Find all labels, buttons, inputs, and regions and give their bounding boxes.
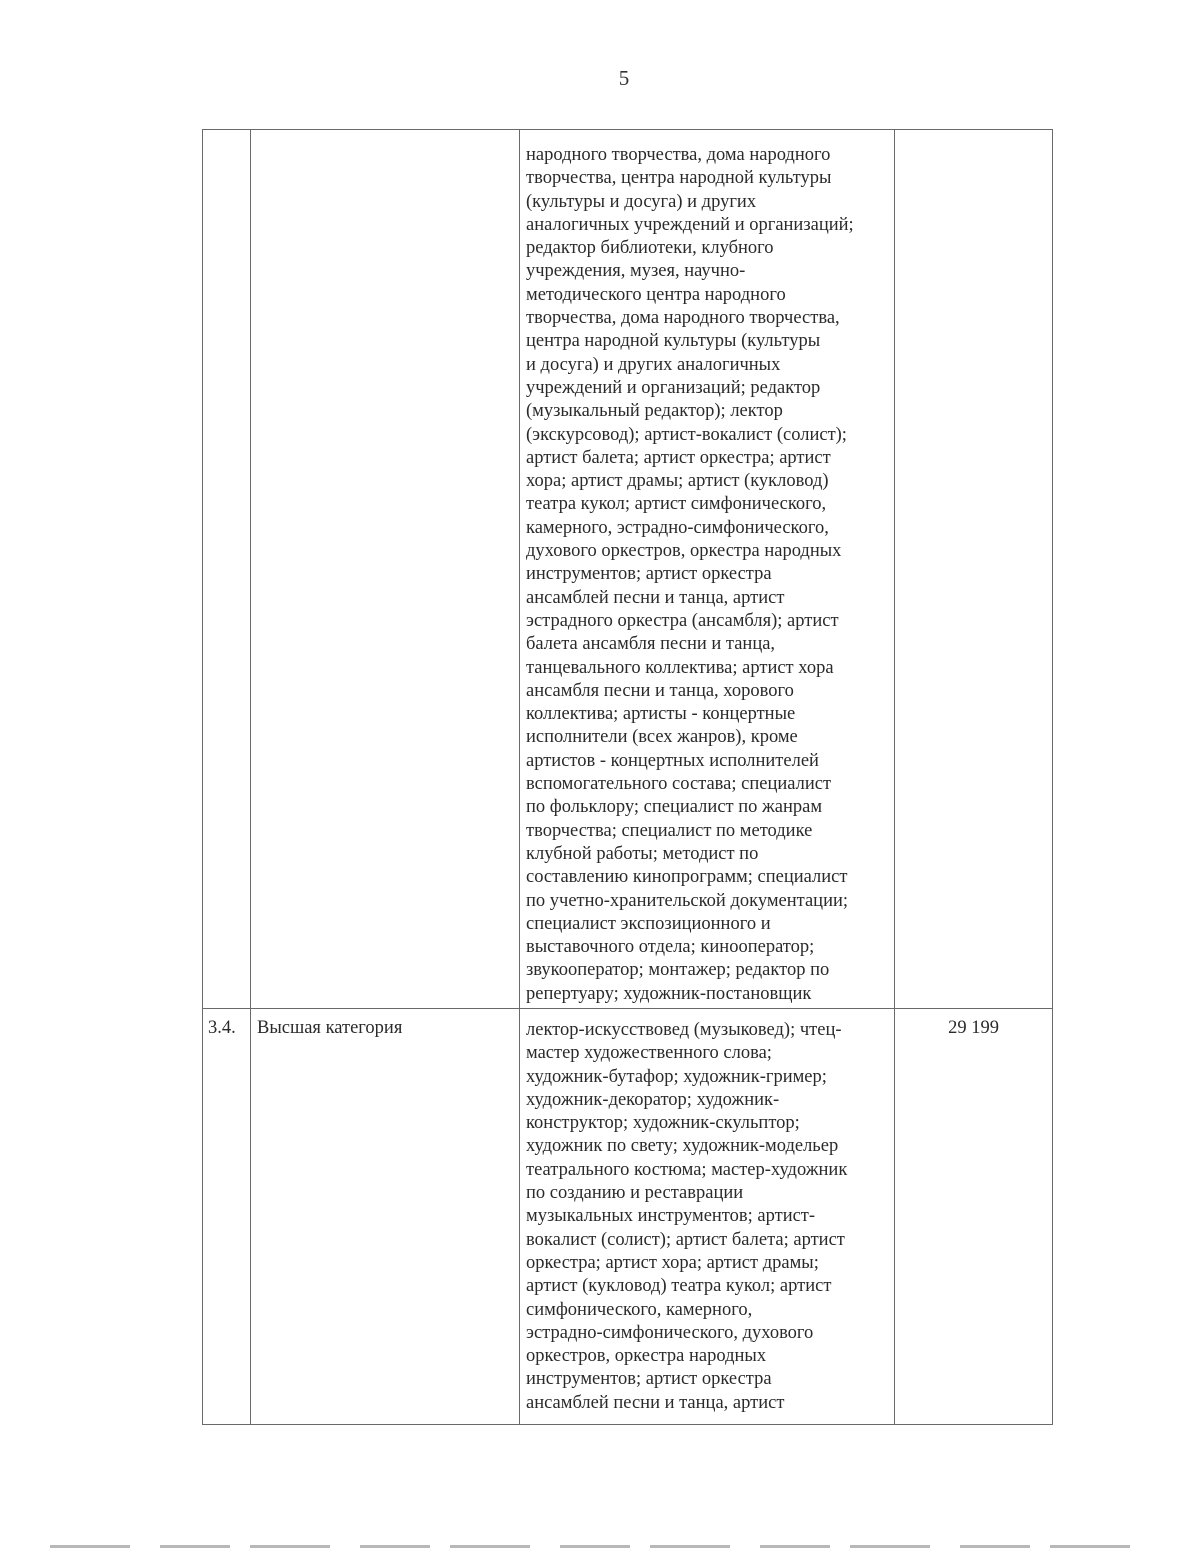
cell-number [203,1009,251,1425]
row-number [203,130,250,138]
positions-line: (экскурсовод); артист-вокалист (солист); [526,424,847,445]
positions-line: художник-декоратор; художник- [526,1089,780,1110]
positions-line: исполнители (всех жанров), кроме [526,727,798,748]
positions-line: творчества, дома народного творчества, [526,308,840,329]
positions-line: ансамблей песни и танца, артист [526,587,785,608]
salary-value: 29 199 [948,1018,999,1038]
salary-table [202,129,1053,1425]
positions-line: инструментов; артист оркестра [526,1369,772,1390]
cell-category [251,130,520,1009]
positions-line: театрального костюма; мастер-художник [526,1159,848,1180]
category-label: Высшая категория [257,1018,403,1038]
positions-line: и досуга) и других аналогичных [526,354,781,375]
positions-text [520,130,894,1006]
cell-number [203,130,251,1009]
positions-line: балета ансамбля песни и танца, [526,634,776,655]
positions-line: аналогичных учреждений и организаций; [526,214,854,235]
positions-line: вспомогательного состава; специалист [526,774,832,795]
positions-line: редактор библиотеки, клубного [526,238,774,259]
positions-line: составлению кинопрограмм; специалист [526,867,848,888]
positions-line: методического центра народного [526,284,786,305]
positions-line: лектор-искусствовед (музыковед); чтец- [526,1020,842,1040]
cell-value [895,130,1053,1009]
positions-line: коллектива; артисты - концертные [526,704,796,725]
positions-line: учреждения, музея, научно- [526,261,746,282]
positions-line: творчества, центра народной культуры [526,168,832,189]
positions-line: по созданию и реставрации [526,1183,744,1204]
cell-positions [520,130,895,1009]
category-label [251,130,519,138]
positions-line: учреждений и организаций; редактор [526,377,821,398]
positions-line: звукооператор; монтажер; редактор по [526,960,830,981]
salary-value [895,130,1052,138]
positions-line: ансамблей песни и танца, артист [526,1392,785,1413]
positions-line: выставочного отдела; кинооператор; [526,937,815,958]
positions-line: художник по свету; художник-модельер [526,1136,839,1157]
positions-line: (музыкальный редактор); лектор [526,401,783,422]
positions-line: музыкальных инструментов; артист- [526,1206,816,1227]
positions-line: артист (кукловод) театра кукол; артист [526,1276,832,1297]
positions-line: народного творчества, дома народного [526,145,831,165]
cell-category [251,1009,520,1425]
positions-line: оркестра; артист хора; артист драмы; [526,1252,819,1273]
positions-line: центра народной культуры (культуры [526,331,821,352]
positions-line: эстрадно-симфонического, духового [526,1322,814,1343]
table-row [203,1009,1053,1425]
positions-line: репертуару; художник-постановщик [526,983,812,1004]
positions-line: духового оркестров, оркестра народных [526,541,842,562]
positions-line: мастер художественного слова; [526,1043,772,1064]
positions-line: вокалист (солист); артист балета; артист [526,1229,845,1250]
positions-line: артист балета; артист оркестра; артист [526,447,831,468]
positions-line: клубной работы; методист по [526,843,759,864]
scan-edge-line [50,1545,1150,1548]
table-row [203,130,1053,1009]
positions-line: творчества; специалист по методике [526,820,813,841]
positions-line: художник-бутафор; художник-гример; [526,1066,827,1087]
positions-line: эстрадного оркестра (ансамбля); артист [526,610,839,631]
positions-line: инструментов; артист оркестра [526,564,772,585]
positions-line: камерного, эстрадно-симфонического, [526,517,829,538]
positions-line: специалист экспозиционного и [526,913,771,934]
positions-line: артистов - концертных исполнителей [526,750,819,771]
cell-positions [520,1009,895,1425]
positions-line: по учетно-хранительской документации; [526,890,849,911]
page-number: 5 [618,66,630,90]
positions-line: ансамбля песни и танца, хорового [526,680,794,701]
positions-line: конструктор; художник-скульптор; [526,1113,800,1134]
positions-line: симфонического, камерного, [526,1299,753,1320]
positions-line: хора; артист драмы; артист (кукловод) [526,471,829,492]
cell-value [895,1009,1053,1425]
positions-line: по фольклору; специалист по жанрам [526,797,823,818]
row-number: 3.4. [208,1018,236,1038]
positions-line: танцевального коллектива; артист хора [526,657,834,678]
positions-line: оркестров, оркестра народных [526,1346,767,1367]
positions-text [520,1009,894,1415]
positions-line: театра кукол; артист симфонического, [526,494,827,515]
positions-line: (культуры и досуга) и других [526,191,757,212]
